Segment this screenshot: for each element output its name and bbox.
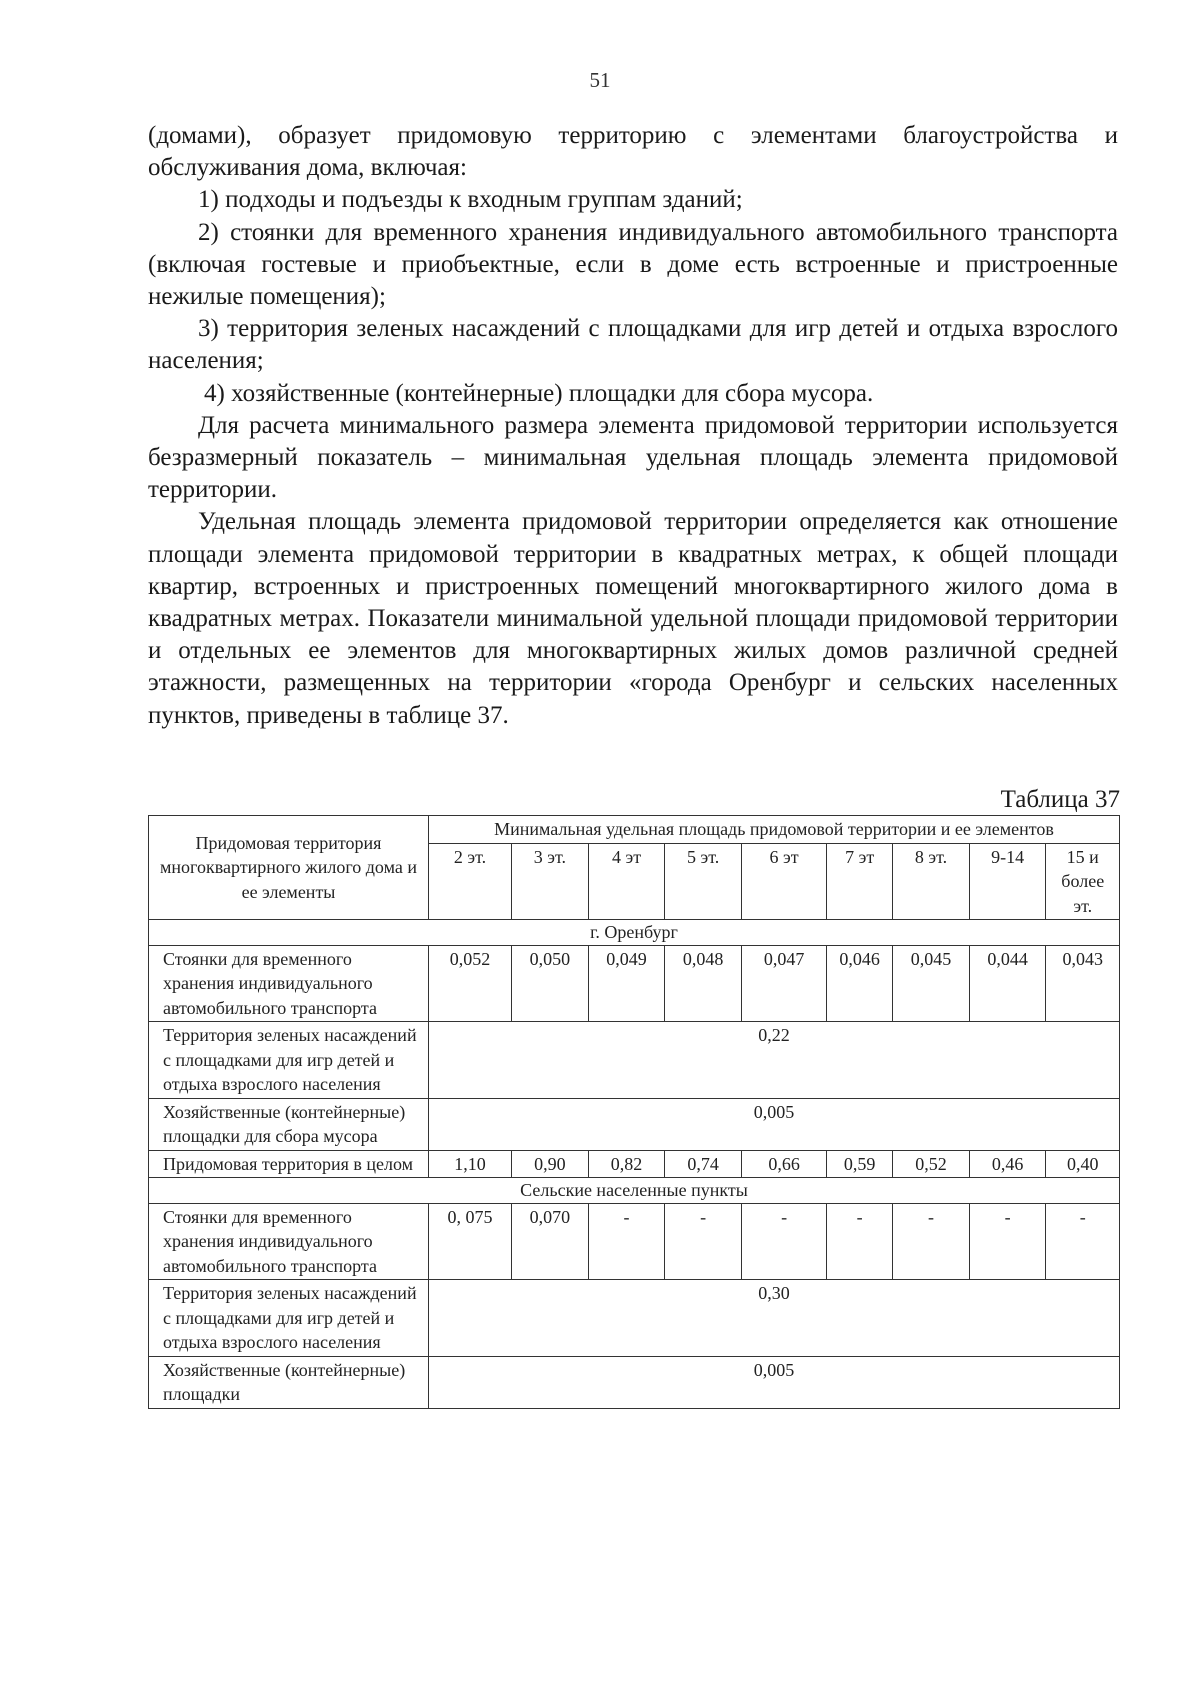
value-cell: 0,048: [665, 945, 742, 1022]
header-floor: 4 эт: [588, 843, 665, 920]
value-cell: 0,047: [742, 945, 827, 1022]
header-floor: 7 эт: [827, 843, 893, 920]
section-title: Сельские населенные пункты: [149, 1178, 1120, 1204]
value-cell: 0, 075: [429, 1203, 512, 1280]
list-item-green-zone: 3) территория зеленых насаждений с площадками для игр детей и отдыха взрослого населения;: [148, 315, 1118, 375]
paragraph-definition: Удельная площадь элемента придомовой территории определяется как отношение площади элемента придомовой территории в квадратных метрах, к общей площади квартир, встроенных и пристроенных помещений многоквартирного жилого дома в квадратных метрах. Показатели минимальной удельной площади придомовой территории и отдельных ее элементов для многоквартирных жилых домов различной средней этажности, размещенных на территории «города Оренбург и сельских населенных пунктов, приведены в таблице 37.: [148, 508, 1118, 729]
header-floor: 6 эт: [742, 843, 827, 920]
table-caption: Таблица 37: [1000, 786, 1120, 813]
merged-value-cell: 0,005: [429, 1356, 1120, 1408]
merged-value-cell: 0,30: [429, 1280, 1120, 1357]
section-row: [149, 1178, 1120, 1204]
header-floor: 9-14: [969, 843, 1046, 920]
table-row: [149, 1150, 1120, 1178]
value-cell: -: [893, 1203, 970, 1280]
value-cell: 0,66: [742, 1150, 827, 1178]
table-row: [149, 1098, 1120, 1150]
header-floor: 15 и более эт.: [1046, 843, 1120, 920]
table-row: [149, 945, 1120, 1022]
value-cell: -: [588, 1203, 665, 1280]
row-label: Хозяйственные (контейнерные) площадки для сбора мусора: [149, 1098, 429, 1150]
value-cell: 0,045: [893, 945, 970, 1022]
list-item-waste-sites: 4) хозяйственные (контейнерные) площадки для сбора мусора.: [204, 379, 874, 407]
header-floor: 5 эт.: [665, 843, 742, 920]
value-cell: 0,59: [827, 1150, 893, 1178]
table-row: [149, 1203, 1120, 1280]
value-cell: 0,046: [827, 945, 893, 1022]
value-cell: 0,070: [512, 1203, 589, 1280]
header-floor: 2 эт.: [429, 843, 512, 920]
value-cell: 0,52: [893, 1150, 970, 1178]
value-cell: 0,40: [1046, 1150, 1120, 1178]
merged-value-cell: 0,22: [429, 1022, 1120, 1099]
value-cell: -: [665, 1203, 742, 1280]
value-cell: -: [969, 1203, 1046, 1280]
merged-value-cell: 0,005: [429, 1098, 1120, 1150]
table-header-row: [149, 816, 1120, 844]
page-number: 51: [589, 68, 611, 92]
table-row: [149, 1356, 1120, 1408]
value-cell: 0,46: [969, 1150, 1046, 1178]
row-label: Территория зеленых насаждений с площадками для игр детей и отдыха взрослого населения: [149, 1280, 429, 1357]
header-min-area: Минимальная удельная площадь придомовой территории и ее элементов: [429, 816, 1120, 844]
row-label: Стоянки для временного хранения индивидуального автомобильного транспорта: [149, 1203, 429, 1280]
value-cell: 0,90: [512, 1150, 589, 1178]
section-title: г. Оренбург: [149, 920, 1120, 946]
value-cell: -: [827, 1203, 893, 1280]
value-cell: 0,043: [1046, 945, 1120, 1022]
value-cell: 0,050: [512, 945, 589, 1022]
value-cell: -: [1046, 1203, 1120, 1280]
norms-table: [148, 815, 1120, 1409]
row-label: Придомовая территория в целом: [149, 1150, 429, 1178]
value-cell: 0,74: [665, 1150, 742, 1178]
list-item-approaches: 1) подходы и подъезды к входным группам зданий;: [198, 186, 743, 214]
paragraph-calculation: Для расчета минимального размера элемента придомовой территории используется безразмерный показатель – минимальная удельная площадь элемента придомовой территории.: [148, 411, 1118, 504]
row-label: Хозяйственные (контейнерные) площадки: [149, 1356, 429, 1408]
header-floor: 8 эт.: [893, 843, 970, 920]
paragraph-intro: (домами), образует придомовую территорию с элементами благоустройства и обслуживания дома, включая:: [148, 122, 1118, 182]
table-row: [149, 1280, 1120, 1357]
header-element-column: Придомовая территория многоквартирного жилого дома и ее элементы: [149, 816, 429, 920]
header-floor: 3 эт.: [512, 843, 589, 920]
list-item-parking: 2) стоянки для временного хранения индивидуального автомобильного транспорта (включая гостевые и приобъектные, если в доме есть встроенные и пристроенные нежилые помещения);: [148, 218, 1118, 311]
value-cell: -: [742, 1203, 827, 1280]
value-cell: 0,82: [588, 1150, 665, 1178]
body-text: [148, 120, 1118, 732]
value-cell: 0,044: [969, 945, 1046, 1022]
table-row: [149, 1022, 1120, 1099]
value-cell: 0,049: [588, 945, 665, 1022]
value-cell: 0,052: [429, 945, 512, 1022]
row-label: Стоянки для временного хранения индивидуального автомобильного транспорта: [149, 945, 429, 1022]
row-label: Территория зеленых насаждений с площадками для игр детей и отдыха взрослого населения: [149, 1022, 429, 1099]
section-row: [149, 920, 1120, 946]
value-cell: 1,10: [429, 1150, 512, 1178]
